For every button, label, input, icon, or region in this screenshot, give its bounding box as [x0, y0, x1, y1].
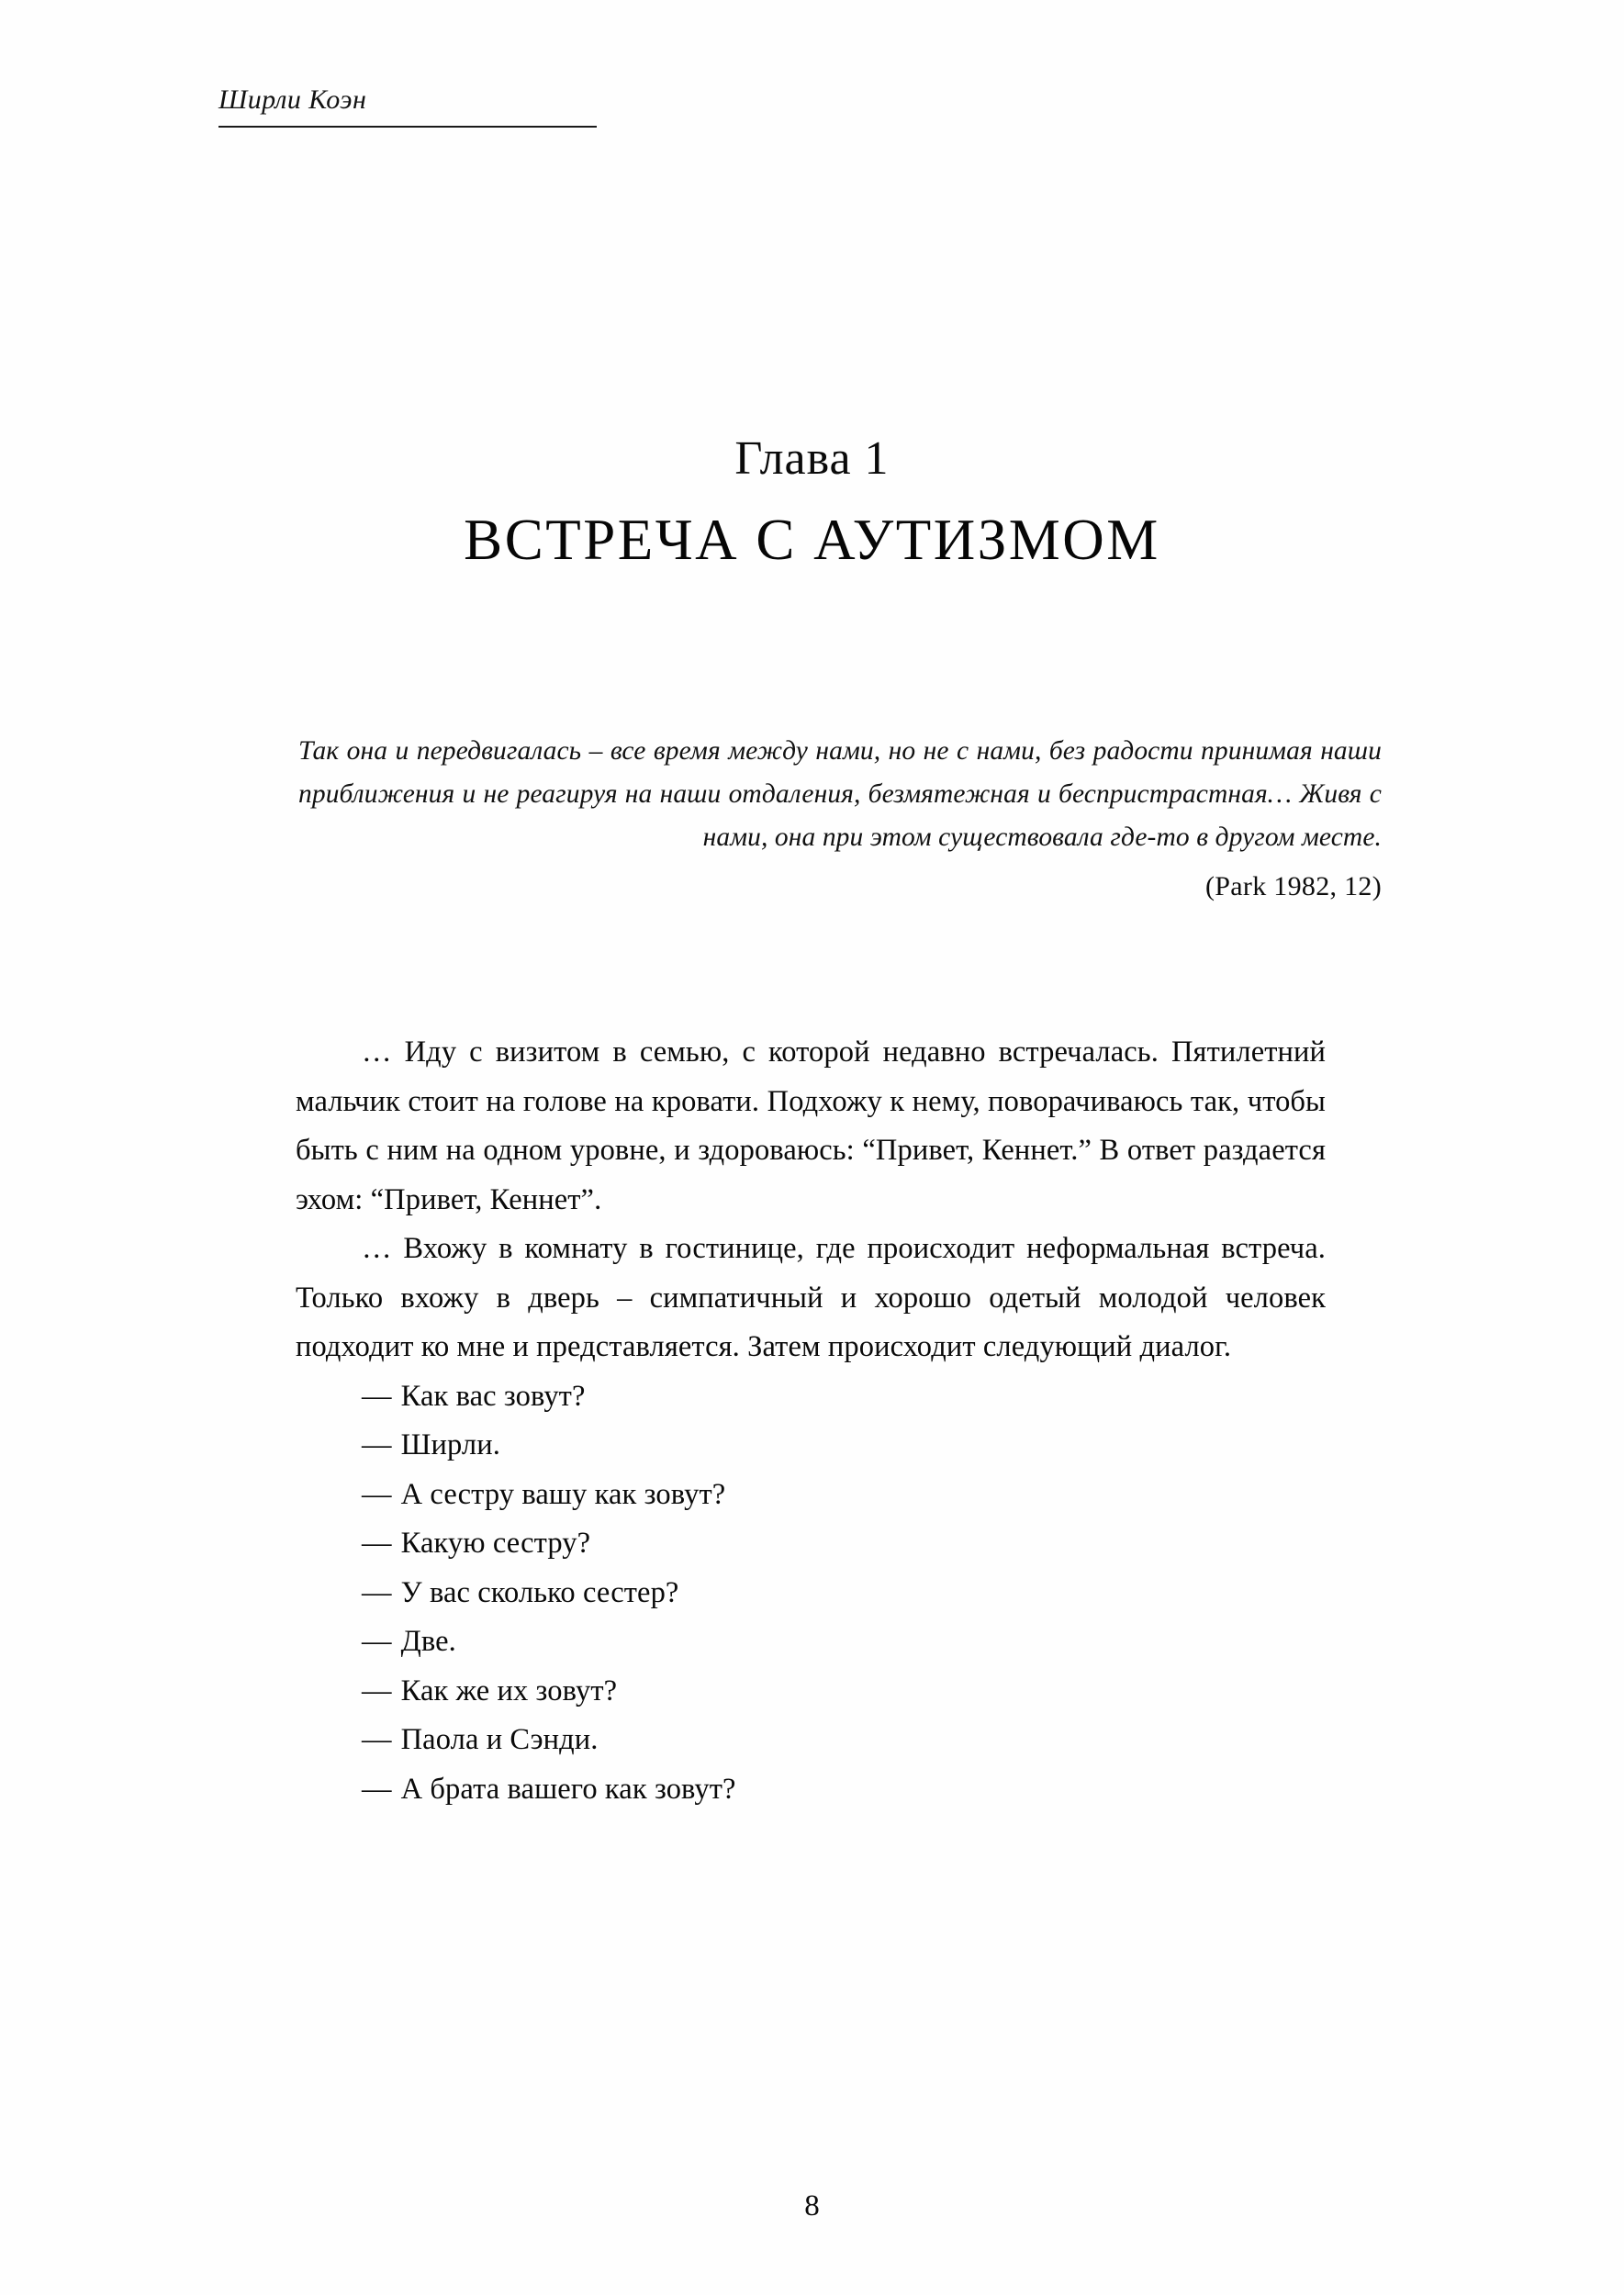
dialogue-text: А брата вашего как зовут? — [400, 1772, 736, 1806]
chapter-number: Глава 1 — [734, 432, 890, 485]
em-dash-icon: — — [362, 1527, 392, 1560]
paragraph: … Вхожу в комнату в гостинице, где происходит неформальная встреча. Только вхожу в дверь – симпатичный и хорошо одетый молодой человек подходит ко мне и представляется. Затем происходит следующий диалог. — [296, 1232, 1326, 1363]
running-head — [218, 84, 604, 128]
dialogue-line — [296, 1618, 1326, 1667]
paragraph: … Иду с визитом в семью, с которой недавно встречалась. Пятилетний мальчик стоит на голове на кровати. Подхожу к нему, поворачиваюсь так, чтобы быть с ним на одном уровне, и здороваюсь: “Привет, Кеннет.” В ответ раздается эхом: “Привет, Кеннет”. — [296, 1036, 1326, 1216]
chapter-title: ВСТРЕЧА С АУТИЗМОМ — [464, 507, 1160, 572]
dialogue-line — [296, 1471, 1326, 1520]
dialogue-text: А сестру вашу как зовут? — [400, 1477, 726, 1511]
body-text — [296, 1028, 1326, 1814]
dialogue-list — [296, 1372, 1326, 1815]
running-head-author: Ширли Коэн — [218, 84, 367, 115]
epigraph-block — [298, 730, 1382, 907]
dialogue-line — [296, 1569, 1326, 1618]
page-number: 8 — [804, 2189, 820, 2222]
dialogue-line — [296, 1716, 1326, 1765]
em-dash-icon: — — [362, 1575, 392, 1609]
epigraph-text: Так она и передвигалась – все время между нами, но не с нами, без радости принимая наши приближения и не реагируя на наши отдаления, безмятежная и беспристрастная… Живя с нами, она при этом существовала где-то в другом месте. — [298, 736, 1382, 852]
em-dash-icon: — — [362, 1477, 392, 1511]
dialogue-text: Как вас зовут? — [400, 1379, 586, 1413]
dialogue-text: Как же их зовут? — [400, 1674, 618, 1707]
em-dash-icon: — — [362, 1379, 392, 1413]
dialogue-text: Две. — [400, 1625, 456, 1658]
dialogue-text: Какую сестру? — [400, 1527, 591, 1560]
chapter-heading — [0, 431, 1624, 573]
em-dash-icon: — — [362, 1625, 392, 1658]
em-dash-icon: — — [362, 1723, 392, 1756]
em-dash-icon: — — [362, 1428, 392, 1461]
em-dash-icon: — — [362, 1772, 392, 1806]
dialogue-text: Паола и Сэнди. — [400, 1723, 599, 1756]
dialogue-text: У вас сколько сестер? — [400, 1575, 679, 1609]
dialogue-line — [296, 1667, 1326, 1717]
dialogue-line — [296, 1372, 1326, 1422]
epigraph-source: (Park 1982, 12) — [1205, 871, 1382, 901]
em-dash-icon: — — [362, 1674, 392, 1707]
dialogue-line — [296, 1765, 1326, 1815]
dialogue-line — [296, 1519, 1326, 1569]
dialogue-text: Ширли. — [400, 1428, 500, 1461]
dialogue-line — [296, 1421, 1326, 1471]
running-head-rule — [218, 126, 597, 128]
